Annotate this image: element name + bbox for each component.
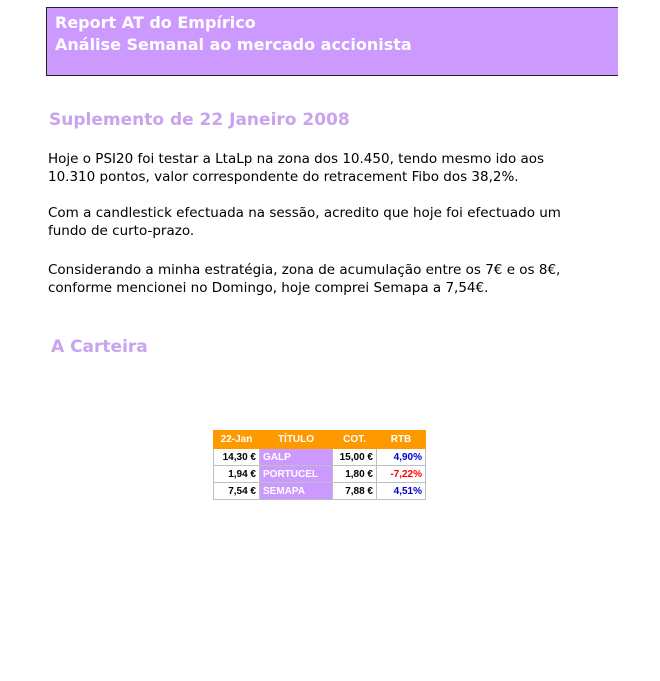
paragraph-line: Considerando a minha estratégia, zona de acumulação entre os 7€ e os 8€, xyxy=(48,262,561,278)
header-quote: COT. xyxy=(333,431,377,449)
paragraph-line: fundo de curto-prazo. xyxy=(48,223,195,239)
paragraph-line: Hoje o PSI20 foi testar a LtaLp na zona dos 10.450, tendo mesmo ido aos xyxy=(48,151,545,167)
table-row xyxy=(214,483,426,500)
quote-price: 7,88 € xyxy=(333,483,377,500)
header-title: TÍTULO xyxy=(260,431,333,449)
buy-price: 7,54 € xyxy=(214,483,260,500)
quote-price: 15,00 € xyxy=(333,449,377,466)
return-value: 4,90% xyxy=(377,449,426,466)
buy-price: 14,30 € xyxy=(214,449,260,466)
paragraph-psi20 xyxy=(48,150,618,186)
paragraph-candlestick xyxy=(48,204,618,240)
report-banner xyxy=(46,7,618,76)
paragraph-strategy xyxy=(48,261,618,297)
report-title: Report AT do Empírico xyxy=(55,13,256,32)
header-date: 22-Jan xyxy=(214,431,260,449)
table-row xyxy=(214,466,426,483)
return-value: -7,22% xyxy=(377,466,426,483)
paragraph-line: Com a candlestick efectuada na sessão, acredito que hoje foi efectuado um xyxy=(48,205,561,221)
portfolio-table xyxy=(213,430,426,500)
return-value: 4,51% xyxy=(377,483,426,500)
supplement-heading: Suplemento de 22 Janeiro 2008 xyxy=(49,110,350,130)
portfolio-heading: A Carteira xyxy=(51,337,148,357)
table-row xyxy=(214,449,426,466)
paragraph-line: 10.310 pontos, valor correspondente do retracement Fibo dos 38,2%. xyxy=(48,169,519,185)
stock-title: PORTUCEL xyxy=(260,466,333,483)
stock-title: SEMAPA xyxy=(260,483,333,500)
header-rtb: RTB xyxy=(377,431,426,449)
paragraph-line: conforme mencionei no Domingo, hoje comprei Semapa a 7,54€. xyxy=(48,280,489,296)
table-header-row xyxy=(214,431,426,449)
quote-price: 1,80 € xyxy=(333,466,377,483)
stock-title: GALP xyxy=(260,449,333,466)
buy-price: 1,94 € xyxy=(214,466,260,483)
report-subtitle: Análise Semanal ao mercado accionista xyxy=(55,35,412,54)
